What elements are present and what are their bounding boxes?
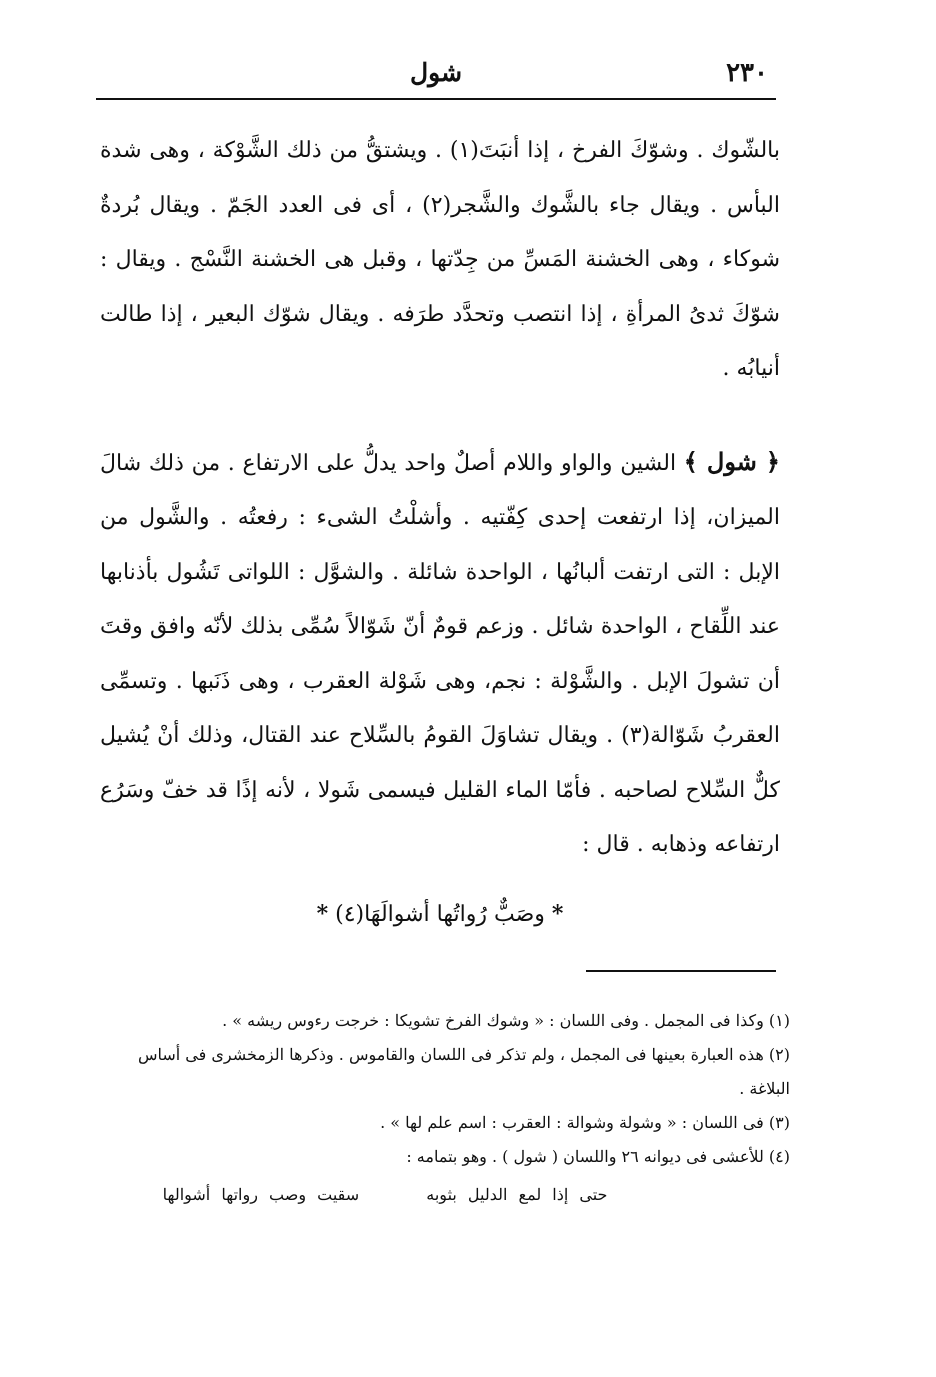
footnote-4-verse: [100, 1178, 790, 1212]
entry-heading: ﴿ شول ﴾: [683, 446, 780, 476]
quoted-verse: [100, 888, 780, 941]
verse-first-hemistich: حتى إذا لمع الدليل بثوبه: [426, 1185, 608, 1204]
verse-second-hemistich: سقيت وصب رواتها أشوالها: [162, 1185, 360, 1204]
running-title: شول: [409, 58, 463, 87]
verse-star-left: *: [316, 901, 329, 927]
page-number: ٢٣٠: [726, 58, 768, 88]
footnote-1: (١) وكذا فى المجمل . وفى اللسان : « وشوك الفرخ تشويكا : خرجت رءوس ريشه » .: [222, 1011, 790, 1030]
entry-text: الشين والواو واللام أصلٌ واحد يدلُّ على الارتفاع . من ذلك شالَ الميزان، إذا ارتفعت إحدى كِفّتيه . وأشلْتُ الشىء : رفعتُه . والشَّول من الإبل : التى ارتفت ألبانُها ، الواحدة شائلة . والشوَّل : اللواتى تَشُول بأذنابها عند اللِّقاح ، الواحدة شائل . وزعم قومٌ أنّ شَوّالاً سُمِّى بذلك لأنّه وافق وقتَ أن تشولَ الإبل . والشَّوْلة : نجم، وهى شَوْلة العقرب ، وهى ذَنَبها . وتسمِّى العقربُ شَوّالة(٣) . ويقال تشاوَلَ القومُ بالسِّلاح عند القتال، وذلك أنْ يُشيل كلٌّ السِّلاح لصاحبه . فأمّا الماء القليل فيسمى شَولا ، لأنه إذًا قد خفّ وسَرُع ارتفاعه وذهابه . قال :: [100, 450, 780, 857]
footnote-2: (٢) هذه العبارة بعينها فى المجمل ، ولم تذكر فى اللسان والقاموس . وذكرها الزمخشرى فى أساس البلاغة .: [137, 1045, 790, 1098]
footnote-4: (٤) للأعشى فى ديوانه ٢٦ واللسان ( شول ) . وهو بتمامه :: [406, 1147, 790, 1166]
verse-star-right: *: [551, 901, 564, 927]
footnote-divider: [586, 970, 776, 972]
main-text: [100, 124, 780, 873]
paragraph-shawk-continuation: بالشّوك . وشوّكَ الفرخ ، إذا أنبَتَ(١) . ويشتقُّ من ذلك الشَّوْكة ، وهى شدة البأس . ويقال جاء بالشَّوك والشَّجر(٢) ، أى فى العدد الجَمّ . ويقال بُردةٌ شوكاء ، وهى الخشنة المَسِّ من جِدّتها ، وقبل هى الخشنة النَّسْج . ويقال : شوّكَ ثدىُ المرأةِ ، إذا انتصب وتحدَّد طرَفه . ويقال شوّك البعير ، إذا طالت أنيابُه .: [100, 138, 780, 381]
paragraph-shawl-entry: [100, 435, 780, 873]
footnote-3: (٣) فى اللسان : « وشولة وشوالة : العقرب : اسم علم لها » .: [380, 1113, 790, 1132]
verse-text: وصَبٌّ رُواتُها أشوالَهَا(٤): [335, 902, 545, 927]
page-header: [96, 52, 776, 100]
footnotes: [100, 1004, 790, 1212]
